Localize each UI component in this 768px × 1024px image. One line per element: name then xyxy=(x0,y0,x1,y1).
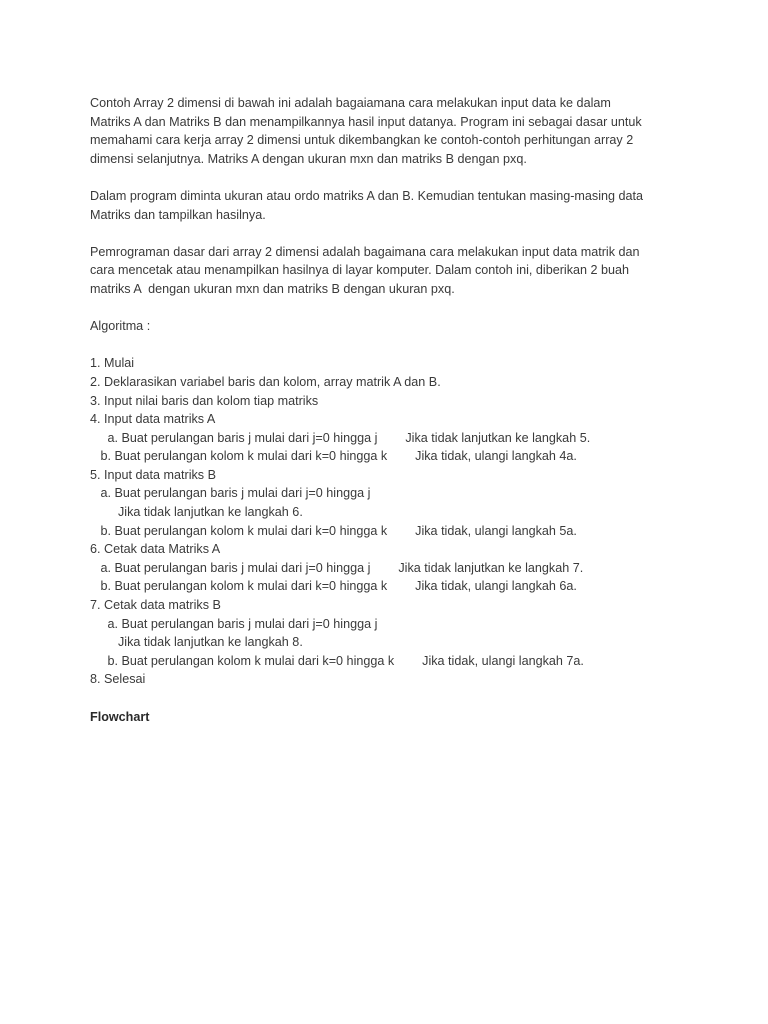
text-line: Matriks dan tampilkan hasilnya. xyxy=(90,207,266,222)
text-line: Contoh Array 2 dimensi di bawah ini adalah bagaiamana cara melakukan input data ke dalam xyxy=(90,96,611,110)
text-line: matriks A dengan ukuran mxn dan matriks B dengan ukuran pxq. xyxy=(90,281,455,296)
algorithm-step: 7. Cetak data matriks B xyxy=(90,598,221,613)
algorithm-step: a. Buat perulangan baris j mulai dari j=0 hingga j Jika tidak lanjutkan ke langkah 7. xyxy=(90,560,584,575)
algorithm-step: a. Buat perulangan baris j mulai dari j=0 hingga j xyxy=(90,486,371,501)
algorithm-step: b. Buat perulangan kolom k mulai dari k=0 hingga k Jika tidak, ulangi langkah 4a. xyxy=(90,449,577,464)
paragraph-basics xyxy=(90,243,690,299)
algorithm-title xyxy=(90,317,690,336)
text-line: Matriks A dan Matriks B dan menampilkannya hasil input datanya. Program ini sebagai dasar untuk xyxy=(90,114,642,129)
algorithm-step: 1. Mulai xyxy=(90,356,135,371)
flowchart-heading: Flowchart xyxy=(90,709,150,724)
algorithm-step: 2. Deklarasikan variabel baris dan kolom, array matrik A dan B. xyxy=(90,374,441,389)
algorithm-title-text: Algoritma : xyxy=(90,319,151,334)
algorithm-steps xyxy=(90,354,690,689)
algorithm-step: b. Buat perulangan kolom k mulai dari k=0 hingga k Jika tidak, ulangi langkah 5a. xyxy=(90,523,577,538)
text-line: cara mencetak atau menampilkan hasilnya di layar komputer. Dalam contoh ini, diberikan 2 buah xyxy=(90,263,630,278)
paragraph-intro xyxy=(90,94,690,168)
algorithm-step: 4. Input data matriks A xyxy=(90,412,216,427)
paragraph-program-description xyxy=(90,187,690,224)
text-line: Pemrograman dasar dari array 2 dimensi adalah bagaimana cara melakukan input data matrik dan xyxy=(90,244,640,259)
algorithm-step: 6. Cetak data Matriks A xyxy=(90,542,221,557)
text-line: dimensi selanjutnya. Matriks A dengan ukuran mxn dan matriks B dengan pxq. xyxy=(90,151,527,166)
algorithm-step: a. Buat perulangan baris j mulai dari j=0 hingga j xyxy=(90,616,378,631)
algorithm-step: 5. Input data matriks B xyxy=(90,467,216,482)
algorithm-step: b. Buat perulangan kolom k mulai dari k=0 hingga k Jika tidak, ulangi langkah 6a. xyxy=(90,579,577,594)
algorithm-step: 3. Input nilai baris dan kolom tiap matriks xyxy=(90,393,319,408)
text-line: memahami cara kerja array 2 dimensi untuk dikembangkan ke contoh-contoh perhitungan array 2 xyxy=(90,133,634,148)
algorithm-step: a. Buat perulangan baris j mulai dari j=0 hingga j Jika tidak lanjutkan ke langkah 5. xyxy=(90,430,591,445)
algorithm-step: b. Buat perulangan kolom k mulai dari k=0 hingga k Jika tidak, ulangi langkah 7a. xyxy=(90,653,584,668)
algorithm-step: 8. Selesai xyxy=(90,672,146,687)
algorithm-step: Jika tidak lanjutkan ke langkah 8. xyxy=(90,635,303,650)
text-line: Dalam program diminta ukuran atau ordo matriks A dan B. Kemudian tentukan masing-masing data xyxy=(90,188,644,203)
algorithm-step: Jika tidak lanjutkan ke langkah 6. xyxy=(90,505,303,520)
document-page xyxy=(90,94,690,726)
